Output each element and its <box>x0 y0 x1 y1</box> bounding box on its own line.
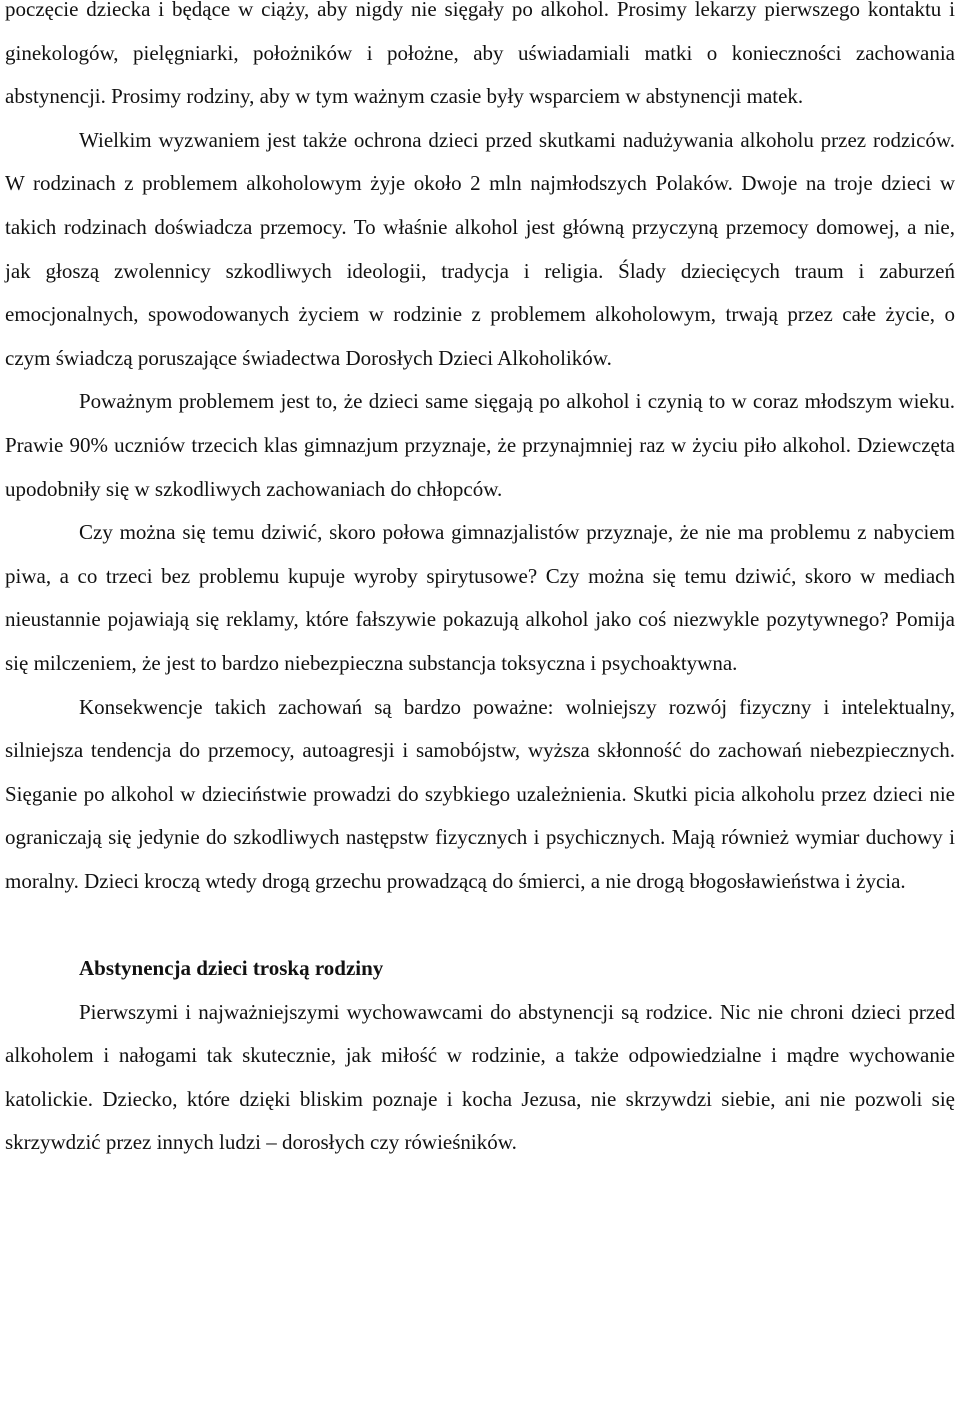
paragraph-consequences: Konsekwencje takich zachowań są bardzo poważne: wolniejszy rozwój fizyczny i intelektualny, silniejsza tendencja do przemocy, autoagresji i samobójstw, wyższa skłonność do zachowań niebezpiecznych. Sięganie po alkohol w dzieciństwie prowadzi do szybkiego uzależnienia. Skutki picia alkoholu przez dzieci nie ograniczają się jedynie do szkodliwych następstw fizycznych i psychicznych. Mają również wymiar duchowy i moralny. Dzieci kroczą wtedy drogą grzechu prowadzącą do śmierci, a nie drogą błogosławieństwa i życia. <box>5 694 955 893</box>
paragraph-media-and-access: Czy można się temu dziwić, skoro połowa gimnazjalistów przyznaje, że nie ma problemu z nabyciem piwa, a co trzeci bez problemu kupuje wyroby spirytusowe? Czy można się temu dziwić, skoro w mediach nieustannie pojawiają się reklamy, które fałszywie pokazują alkohol jako coś niezwykle pozytywnego? Pomija się milczeniem, że jest to bardzo niebezpieczna substancja toksyczna i psychoaktywna. <box>5 520 955 675</box>
paragraph-children-protection: Wielkim wyzwaniem jest także ochrona dzieci przed skutkami nadużywania alkoholu przez rodziców. W rodzinach z problemem alkoholowym żyje około 2 mln najmłodszych Polaków. Dwoje na troje dzieci w takich rodzinach doświadcza przemocy. To właśnie alkohol jest główną przyczyną przemocy domowej, a nie, jak głoszą zwolennicy szkodliwych ideologii, tradycja i religia. Ślady dziecięcych traum i zaburzeń emocjonalnych, spowodowanych życiem w rodzinie z problemem alkoholowym, trwają przez całe życie, o czym świadczą poruszające świadectwa Dorosłych Dzieci Alkoholików. <box>5 127 955 370</box>
paragraph-parents-educators: Pierwszymi i najważniejszymi wychowawcami do abstynencji są rodzice. Nic nie chroni dzieci przed alkoholem i nałogami tak skutecznie, jak miłość w rodzinie, a także odpowiedzialne i mądre wychowanie katolickie. Dziecko, które dzięki bliskim poznaje i kocha Jezusa, nie skrzywdzi siebie, ani nie pozwoli się skrzywdzić przez innych ludzi – dorosłych czy rówieśników. <box>5 999 955 1155</box>
paragraph-pregnancy-abstinence: poczęcie dziecka i będące w ciąży, aby nigdy nie sięgały po alkohol. Prosimy lekarzy pierwszego kontaktu i ginekologów, pielęgniarki, położników i położne, aby uświadamiali matki o konieczności zachowania abstynencji. Prosimy rodziny, aby w tym ważnym czasie były wsparciem w abstynencji matek. <box>5 0 955 109</box>
section-heading: Abstynencja dzieci troską rodziny <box>79 956 384 981</box>
section-spacer <box>5 903 955 947</box>
paragraph-children-drinking: Poważnym problemem jest to, że dzieci same sięgają po alkohol i czynią to w coraz młodszym wieku. Prawie 90% uczniów trzecich klas gimnazjum przyznaje, że przynajmniej raz w życiu piło alkohol. Dziewczęta upodobniły się w szkodliwych zachowaniach do chłopców. <box>5 389 955 501</box>
document-page <box>5 0 955 1165</box>
